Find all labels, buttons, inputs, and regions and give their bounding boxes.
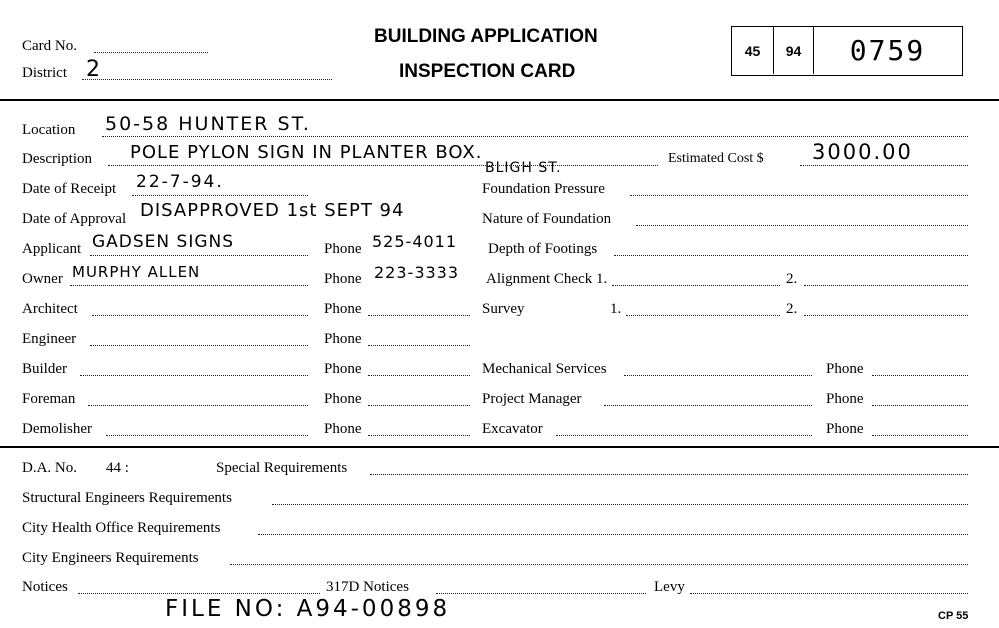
notices-line	[78, 593, 320, 594]
applicant-value: GADSEN SIGNS	[92, 232, 235, 252]
description-label: Description	[22, 151, 92, 167]
date-of-approval-value: DISAPPROVED 1st SEPT 94	[140, 200, 405, 221]
excavator-phone-line	[872, 435, 968, 436]
levy-label: Levy	[654, 579, 685, 595]
owner-phone-label: Phone	[324, 271, 362, 287]
engineer-line	[90, 345, 308, 346]
levy-line	[690, 593, 968, 594]
mechanical-services-line	[624, 375, 812, 376]
foreman-phone-label: Phone	[324, 391, 362, 407]
divider-middle	[0, 446, 999, 448]
applicant-label: Applicant	[22, 241, 82, 257]
mechanical-services-label: Mechanical Services	[482, 361, 607, 377]
depth-of-footings-line	[614, 255, 968, 256]
alignment-check-line-2	[804, 285, 968, 286]
owner-line	[70, 285, 308, 286]
mechanical-phone-label: Phone	[826, 361, 864, 377]
location-line	[102, 136, 968, 137]
foreman-label: Foreman	[22, 391, 76, 407]
reference-box	[731, 26, 963, 76]
ref-number: 0759	[849, 34, 926, 67]
demolisher-phone-label: Phone	[324, 421, 362, 437]
demolisher-label: Demolisher	[22, 421, 92, 437]
notices-317d-label: 317D Notices	[326, 579, 409, 595]
survey-two: 2.	[786, 301, 798, 317]
notices-317d-line	[436, 593, 646, 594]
builder-line	[80, 375, 308, 376]
applicant-phone-label: Phone	[324, 241, 362, 257]
owner-value: MURPHY ALLEN	[72, 263, 201, 281]
architect-label: Architect	[22, 301, 78, 317]
description-value: POLE PYLON SIGN IN PLANTER BOX.	[130, 142, 483, 163]
card-no-label: Card No.	[22, 38, 77, 54]
form-code: CP 55	[938, 610, 969, 622]
date-of-approval-label: Date of Approval	[22, 211, 127, 227]
project-manager-line	[604, 405, 812, 406]
survey-line-2	[804, 315, 968, 316]
survey-line-1	[626, 315, 780, 316]
ref-b: 94	[774, 27, 814, 74]
ref-a: 45	[732, 27, 774, 74]
district-value: 2	[86, 57, 102, 82]
foreman-phone-line	[368, 405, 470, 406]
foundation-pressure-label: Foundation Pressure	[482, 181, 605, 197]
mechanical-phone-line	[872, 375, 968, 376]
alignment-check-two: 2.	[786, 271, 798, 287]
structural-engineers-line	[272, 504, 968, 505]
project-manager-phone-label: Phone	[826, 391, 864, 407]
date-of-receipt-value: 22-7-94.	[136, 172, 224, 192]
estimated-cost-label: Estimated Cost $	[668, 151, 764, 166]
builder-phone-label: Phone	[324, 361, 362, 377]
structural-engineers-label: Structural Engineers Requirements	[22, 490, 232, 506]
district-line	[82, 79, 332, 80]
engineer-phone-label: Phone	[324, 331, 362, 347]
builder-phone-line	[368, 375, 470, 376]
city-health-label: City Health Office Requirements	[22, 520, 221, 536]
location-value: 50-58 HUNTER ST.	[105, 113, 311, 135]
da-no-label: D.A. No.	[22, 460, 77, 476]
nature-of-foundation-line	[636, 225, 968, 226]
file-no-value: FILE NO: A94-00898	[165, 596, 451, 622]
divider-top	[0, 99, 999, 101]
description-line	[108, 165, 658, 166]
nature-of-foundation-label: Nature of Foundation	[482, 211, 612, 227]
demolisher-line	[106, 435, 308, 436]
architect-phone-label: Phone	[324, 301, 362, 317]
project-manager-label: Project Manager	[482, 391, 582, 407]
title-line1: BUILDING APPLICATION	[374, 26, 598, 47]
estimated-cost-value: 3000.00	[812, 140, 913, 164]
demolisher-phone-line	[368, 435, 470, 436]
alignment-check-line-1	[612, 285, 780, 286]
excavator-line	[556, 435, 812, 436]
project-manager-phone-line	[872, 405, 968, 406]
district-label: District	[22, 65, 67, 81]
location-label: Location	[22, 122, 76, 138]
city-engineers-label: City Engineers Requirements	[22, 550, 199, 566]
engineer-phone-line	[368, 345, 470, 346]
foundation-pressure-line	[630, 195, 968, 196]
alignment-check-label: Alignment Check 1.	[486, 271, 608, 287]
survey-one: 1.	[610, 301, 622, 317]
special-requirements-line	[370, 474, 968, 475]
notices-label: Notices	[22, 579, 68, 595]
applicant-line	[90, 255, 308, 256]
da-no-value: 44 :	[106, 460, 129, 476]
card-no-line	[94, 52, 208, 53]
engineer-label: Engineer	[22, 331, 77, 347]
owner-label: Owner	[22, 271, 63, 287]
architect-line	[92, 315, 308, 316]
depth-of-footings-label: Depth of Footings	[488, 241, 598, 257]
foreman-line	[88, 405, 308, 406]
owner-phone-value: 223-3333	[374, 263, 460, 282]
estimated-cost-line	[800, 165, 968, 166]
date-of-receipt-line	[132, 195, 308, 196]
date-of-receipt-label: Date of Receipt	[22, 181, 117, 197]
city-engineers-line	[230, 564, 968, 565]
title-line2: INSPECTION CARD	[399, 61, 576, 82]
special-requirements-label: Special Requirements	[216, 460, 348, 476]
excavator-label: Excavator	[482, 421, 543, 437]
description-extra: BLIGH ST.	[485, 160, 562, 176]
survey-label: Survey	[482, 301, 525, 317]
architect-phone-line	[368, 315, 470, 316]
city-health-line	[258, 534, 968, 535]
excavator-phone-label: Phone	[826, 421, 864, 437]
builder-label: Builder	[22, 361, 67, 377]
applicant-phone-value: 525-4011	[372, 232, 458, 251]
